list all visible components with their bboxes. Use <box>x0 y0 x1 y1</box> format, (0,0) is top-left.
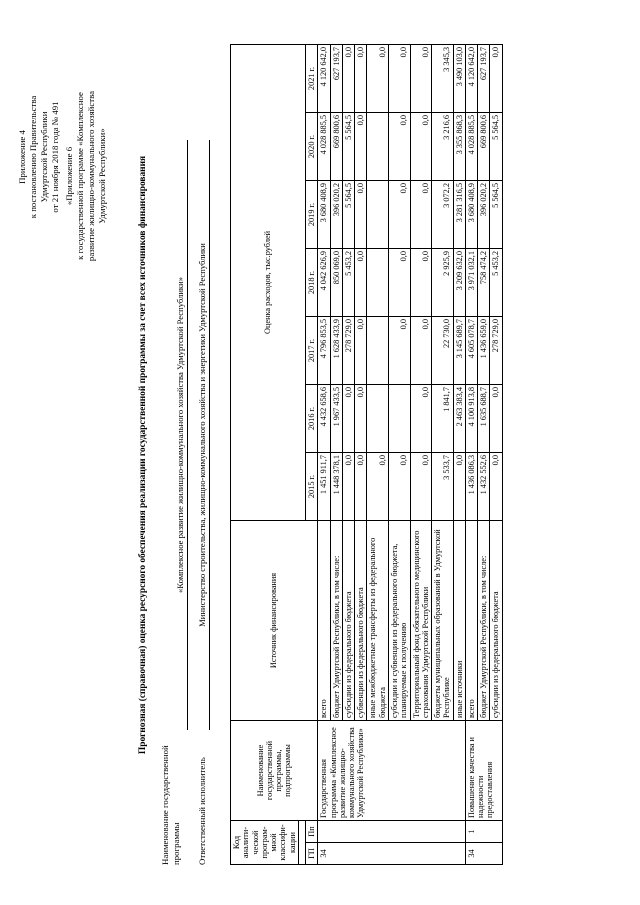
value-cell: 2 463 383,4 <box>453 385 465 453</box>
value-cell: 278 729,0 <box>342 317 354 385</box>
value-cell <box>367 317 389 385</box>
value-cell: 1 448 378,1 <box>330 453 342 521</box>
value-cell: 3 281 316,5 <box>453 181 465 249</box>
value-cell: 3 209 632,0 <box>453 249 465 317</box>
value-cell <box>367 181 389 249</box>
name-header: Наименование государственной программы, подпрограммы <box>231 721 318 821</box>
value-cell: 278 729,0 <box>490 317 502 385</box>
source-cell: субсидии из федерального бюджета <box>490 521 502 721</box>
appendix-line: развитие жилищно-коммунального хозяйства <box>85 90 96 262</box>
value-cell: 0,0 <box>388 44 410 112</box>
value-cell: 1 432 552,6 <box>478 453 490 521</box>
executor-label: Ответственный исполнитель <box>197 757 207 865</box>
code-spacer <box>298 821 305 865</box>
source-cell: Территориальный фонд обязательного медицинского страхования Удмуртской Республики <box>410 521 432 721</box>
program-name-cell: Государственная программа «Комплексное развитие жилищно-коммунального хозяйства Удмуртской Республики» <box>318 721 466 821</box>
value-cell: 4 796 853,5 <box>318 317 330 385</box>
value-cell: 3 533,7 <box>432 453 454 521</box>
value-cell <box>367 249 389 317</box>
value-cell: 5 453,2 <box>342 249 354 317</box>
value-cell: 4 120 642,0 <box>318 44 330 112</box>
value-cell: 5 564,5 <box>490 181 502 249</box>
source-cell: бюджет Удмуртской Республики, в том числе: <box>478 521 490 721</box>
value-cell <box>388 385 410 453</box>
appendix-line: от 21 ноября 2018 года № 491 <box>49 101 60 213</box>
source-cell: субсидии из федерального бюджета <box>342 521 354 721</box>
value-cell: 5 564,5 <box>342 181 354 249</box>
program-label-line: Наименование государственной <box>160 745 170 865</box>
value-cell: 0,0 <box>490 385 502 453</box>
appendix-program-stamp <box>64 26 108 326</box>
value-cell: 4 100 913,8 <box>465 385 477 453</box>
source-cell: всего <box>465 521 477 721</box>
pp-header: Пп <box>305 821 317 843</box>
source-cell: бюджет Удмуртской Республики, в том числе: <box>330 521 342 721</box>
appendix-line: к государственной программе «Комплексное <box>74 92 85 260</box>
value-cell: 0,0 <box>342 44 354 112</box>
value-cell: 0,0 <box>410 44 432 112</box>
gp-header: ГП <box>305 843 317 865</box>
value-cell: 850 069,0 <box>330 249 342 317</box>
value-cell: 669 800,6 <box>330 113 342 181</box>
header-row <box>231 44 299 864</box>
value-cell: 0,0 <box>367 44 389 112</box>
program-name-cell: Повышение качества и надежности предоставления <box>465 721 502 821</box>
value-cell: 5 564,5 <box>342 113 354 181</box>
value-cell: 627 193,7 <box>330 44 342 112</box>
value-cell: 0,0 <box>355 385 367 453</box>
value-cell: 0,0 <box>355 249 367 317</box>
value-cell: 4 028 885,5 <box>318 113 330 181</box>
value-cell: 2 925,9 <box>432 249 454 317</box>
value-cell: 4 028 885,5 <box>465 113 477 181</box>
value-cell: 1 967 433,5 <box>330 385 342 453</box>
program-label <box>160 735 181 865</box>
value-cell: 0,0 <box>355 44 367 112</box>
value-cell: 4 120 642,0 <box>465 44 477 112</box>
value-cell: 3 971 032,1 <box>465 249 477 317</box>
value-cell: 3 216,6 <box>432 113 454 181</box>
appendix-resolution-stamp <box>17 42 61 272</box>
value-cell: 3 145 689,7 <box>453 317 465 385</box>
year-header: 2015 г. <box>305 453 317 521</box>
executor-name: Министерство строительства, жилищно-коммунального хозяйства и энергетики Удмуртской Республики <box>198 140 210 730</box>
value-cell: 5 453,2 <box>490 249 502 317</box>
value-cell: 1 635 688,7 <box>478 385 490 453</box>
appendix-line: к постановлению Правительства <box>27 95 38 219</box>
value-cell: 396 020,2 <box>330 181 342 249</box>
value-cell: 0,0 <box>342 453 354 521</box>
value-cell: 3 680 408,9 <box>465 181 477 249</box>
year-header: 2019 г. <box>305 181 317 249</box>
code-group-header: Код аналити-ческой програм-мной классифи-кации <box>231 821 299 865</box>
value-cell: 0,0 <box>410 113 432 181</box>
value-cell: 3 680 408,9 <box>318 181 330 249</box>
value-cell: 669 800,6 <box>478 113 490 181</box>
appendix-line: Удмуртской Республики <box>38 111 49 203</box>
value-cell: 396 020,2 <box>478 181 490 249</box>
value-cell <box>367 385 389 453</box>
value-cell: 1 436 659,0 <box>478 317 490 385</box>
program-label-line: программы <box>170 822 181 865</box>
value-cell: 0,0 <box>410 181 432 249</box>
estimate-header: Оценка расходов, тыс.рублей <box>231 44 306 520</box>
value-cell: 758 474,2 <box>478 249 490 317</box>
value-cell: 0,0 <box>388 317 410 385</box>
value-cell: 3 072,2 <box>432 181 454 249</box>
appendix-line: «Приложение 6 <box>64 146 74 206</box>
value-cell: 0,0 <box>388 249 410 317</box>
value-cell: 0,0 <box>342 385 354 453</box>
source-cell: иные источники <box>453 521 465 721</box>
value-cell: 1 628 433,9 <box>330 317 342 385</box>
appendix-line: Удмуртской Республики» <box>96 128 107 224</box>
table-row <box>318 44 330 864</box>
source-cell: субсидии и субвенции из федерального бюджета, планируемые к получению <box>388 521 410 721</box>
value-cell: 22 730,0 <box>432 317 454 385</box>
value-cell: 0,0 <box>410 249 432 317</box>
gp-code-cell: 34 <box>318 843 466 865</box>
value-cell: 0,0 <box>355 453 367 521</box>
value-cell: 1 436 086,3 <box>465 453 477 521</box>
value-cell: 3 490 103,0 <box>453 44 465 112</box>
source-cell: всего <box>318 521 330 721</box>
year-header: 2018 г. <box>305 249 317 317</box>
value-cell: 0,0 <box>410 317 432 385</box>
year-header: 2020 г. <box>305 113 317 181</box>
year-header: 2016 г. <box>305 385 317 453</box>
value-cell: 0,0 <box>367 453 389 521</box>
value-cell: 0,0 <box>388 181 410 249</box>
value-cell: 0,0 <box>388 113 410 181</box>
pp-code-cell: 1 <box>465 821 502 843</box>
appendix-line: Приложение 4 <box>17 130 27 184</box>
value-cell: 3 355 868,3 <box>453 113 465 181</box>
value-cell: 4 042 626,9 <box>318 249 330 317</box>
value-cell <box>367 113 389 181</box>
finance-table-body <box>318 44 503 864</box>
pp-code-cell <box>318 821 466 843</box>
finance-table <box>230 44 503 865</box>
source-cell: иные межбюджетные трансферты из федерального бюджета <box>367 521 389 721</box>
value-cell: 0,0 <box>410 385 432 453</box>
value-cell: 0,0 <box>388 453 410 521</box>
source-header: Источник финансирования <box>231 521 318 721</box>
value-cell: 4 605 078,7 <box>465 317 477 385</box>
value-cell: 4 432 658,6 <box>318 385 330 453</box>
year-header: 2021 г. <box>305 44 317 112</box>
value-cell: 0,0 <box>355 317 367 385</box>
value-cell: 0,0 <box>355 113 367 181</box>
year-header: 2017 г. <box>305 317 317 385</box>
value-cell: 0,0 <box>453 453 465 521</box>
source-cell: бюджеты муниципальных образований в Удмуртской Республике <box>432 521 454 721</box>
source-cell: субвенции из федерального бюджета <box>355 521 367 721</box>
document-title: Прогнозная (справочная) оценка ресурсного обеспечения реализации государственной программы за счет всех источников финансирования <box>138 155 148 755</box>
value-cell: 5 564,5 <box>490 113 502 181</box>
value-cell: 1 841,7 <box>432 385 454 453</box>
value-cell: 0,0 <box>410 453 432 521</box>
value-cell: 627 193,7 <box>478 44 490 112</box>
program-name: «Комплексное развитие жилищно-коммунального хозяйства Удмуртской Республики» <box>176 140 188 730</box>
table-row <box>465 44 477 864</box>
value-cell: 0,0 <box>490 44 502 112</box>
value-cell: 1 451 911,7 <box>318 453 330 521</box>
value-cell: 0,0 <box>490 453 502 521</box>
value-cell: 0,0 <box>355 181 367 249</box>
gp-code-cell: 34 <box>465 843 502 865</box>
value-cell: 3 345,3 <box>432 44 454 112</box>
